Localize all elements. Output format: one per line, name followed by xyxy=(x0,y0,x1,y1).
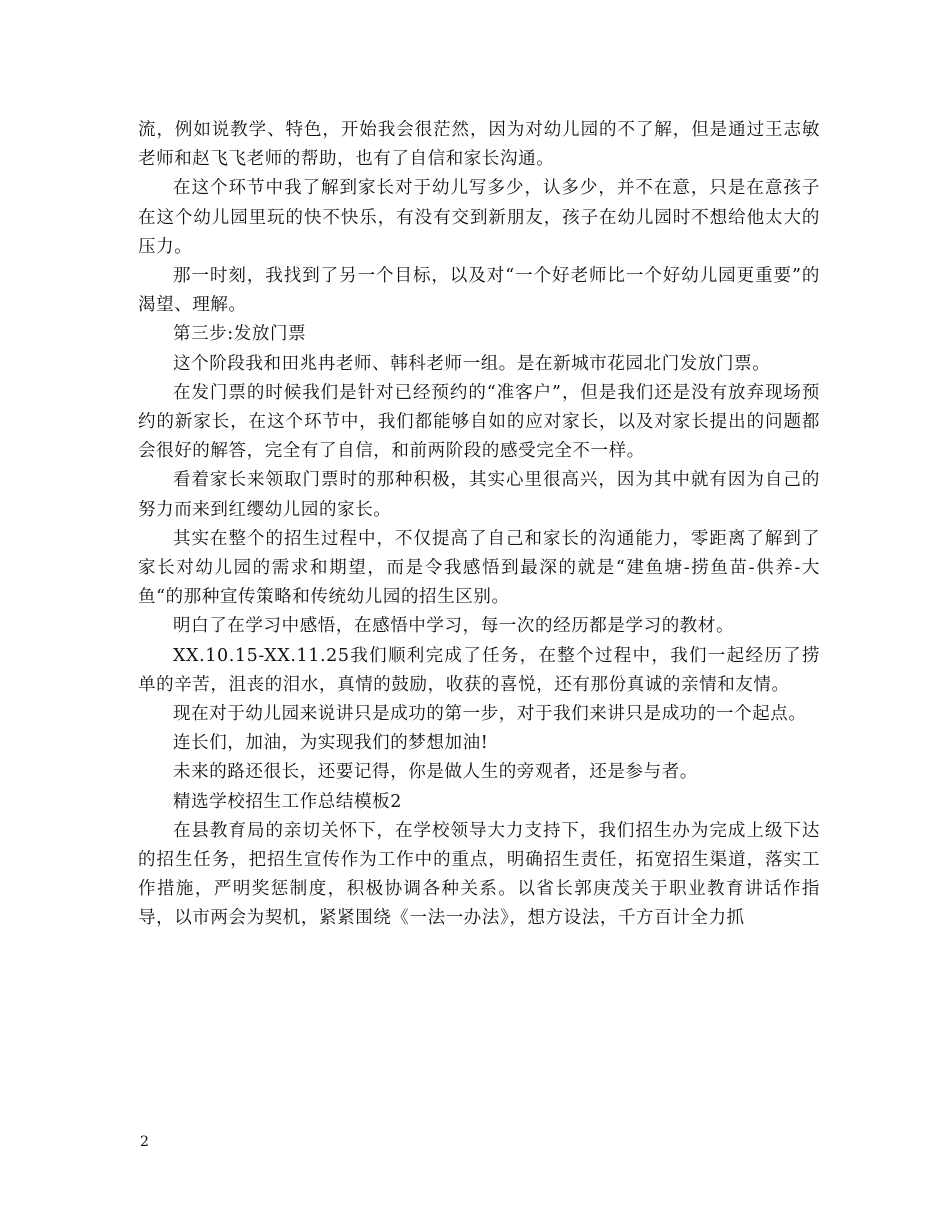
section-heading: 第三步:发放门票 xyxy=(173,324,307,345)
document-body xyxy=(138,116,820,934)
paragraph: 在这个环节中我了解到家长对于幼儿写多少，认多少，并不在意，只是在意孩子在这个幼儿园里玩的快不快乐，有没有交到新朋友，孩子在幼儿园时不想给他太大的压力。 xyxy=(138,178,820,257)
paragraph: 那一时刻，我找到了另一个目标，以及对“一个好老师比一个好幼儿园更重要”的渴望、理解。 xyxy=(138,266,820,316)
paragraph-continuation: 流，例如说教学、特色，开始我会很茫然，因为对幼儿园的不了解，但是通过王志敏老师和赵飞飞老师的帮助，也有了自信和家长沟通。 xyxy=(138,120,820,170)
paragraph: 连长们，加油，为实现我们的梦想加油! xyxy=(173,733,489,754)
paragraph: 明白了在学习中感悟，在感悟中学习，每一次的经历都是学习的教材。 xyxy=(173,616,735,637)
paragraph: 其实在整个的招生过程中，不仅提高了自己和家长的沟通能力，零距离了解到了家长对幼儿园的需求和期望，而是令我感悟到最深的就是“建鱼塘-捞鱼苗-供养-大鱼“的那种宣传策略和传统幼儿园的招生区别。 xyxy=(138,528,820,608)
page-number: 2 xyxy=(140,1134,149,1150)
paragraph: 未来的路还很长，还要记得，你是做人生的旁观者，还是参与者。 xyxy=(173,762,698,783)
paragraph: XX.10.15-XX.11.25我们顺利完成了任务，在整个过程中，我们一起经历了捞单的辛苦，沮丧的泪水，真情的鼓励，收获的喜悦，还有那份真诚的亲情和友情。 xyxy=(138,645,820,695)
paragraph: 在县教育局的亲切关怀下，在学校领导大力支持下，我们招生办为完成上级下达的招生任务，把招生宣传作为工作中的重点，明确招生责任，拓宽招生渠道，落实工作措施，严明奖惩制度，积极协调各种关系。以省长郭庚茂关于职业教育讲话作指导，以市两会为契机，紧紧围绕《一法一办法》，想方设法，千方百计全力抓 xyxy=(138,820,820,929)
paragraph: 现在对于幼儿园来说讲只是成功的第一步，对于我们来讲只是成功的一个起点。 xyxy=(173,704,807,725)
paragraph: 这个阶段我和田兆冉老师、韩科老师一组。是在新城市花园北门发放门票。 xyxy=(173,353,771,374)
paragraph: 看着家长来领取门票时的那种积极，其实心里很高兴，因为其中就有因为自己的努力而来到红缨幼儿园的家长。 xyxy=(138,470,820,520)
paragraph: 在发门票的时候我们是针对已经预约的“准客户”，但是我们还是没有放弃现场预约的新家长，在这个环节中，我们都能够自如的应对家长，以及对家长提出的问题都会很好的解答，完全有了自信，和前两阶段的感受完全不一样。 xyxy=(138,382,820,462)
section-heading: 精选学校招生工作总结模板2 xyxy=(173,791,402,812)
